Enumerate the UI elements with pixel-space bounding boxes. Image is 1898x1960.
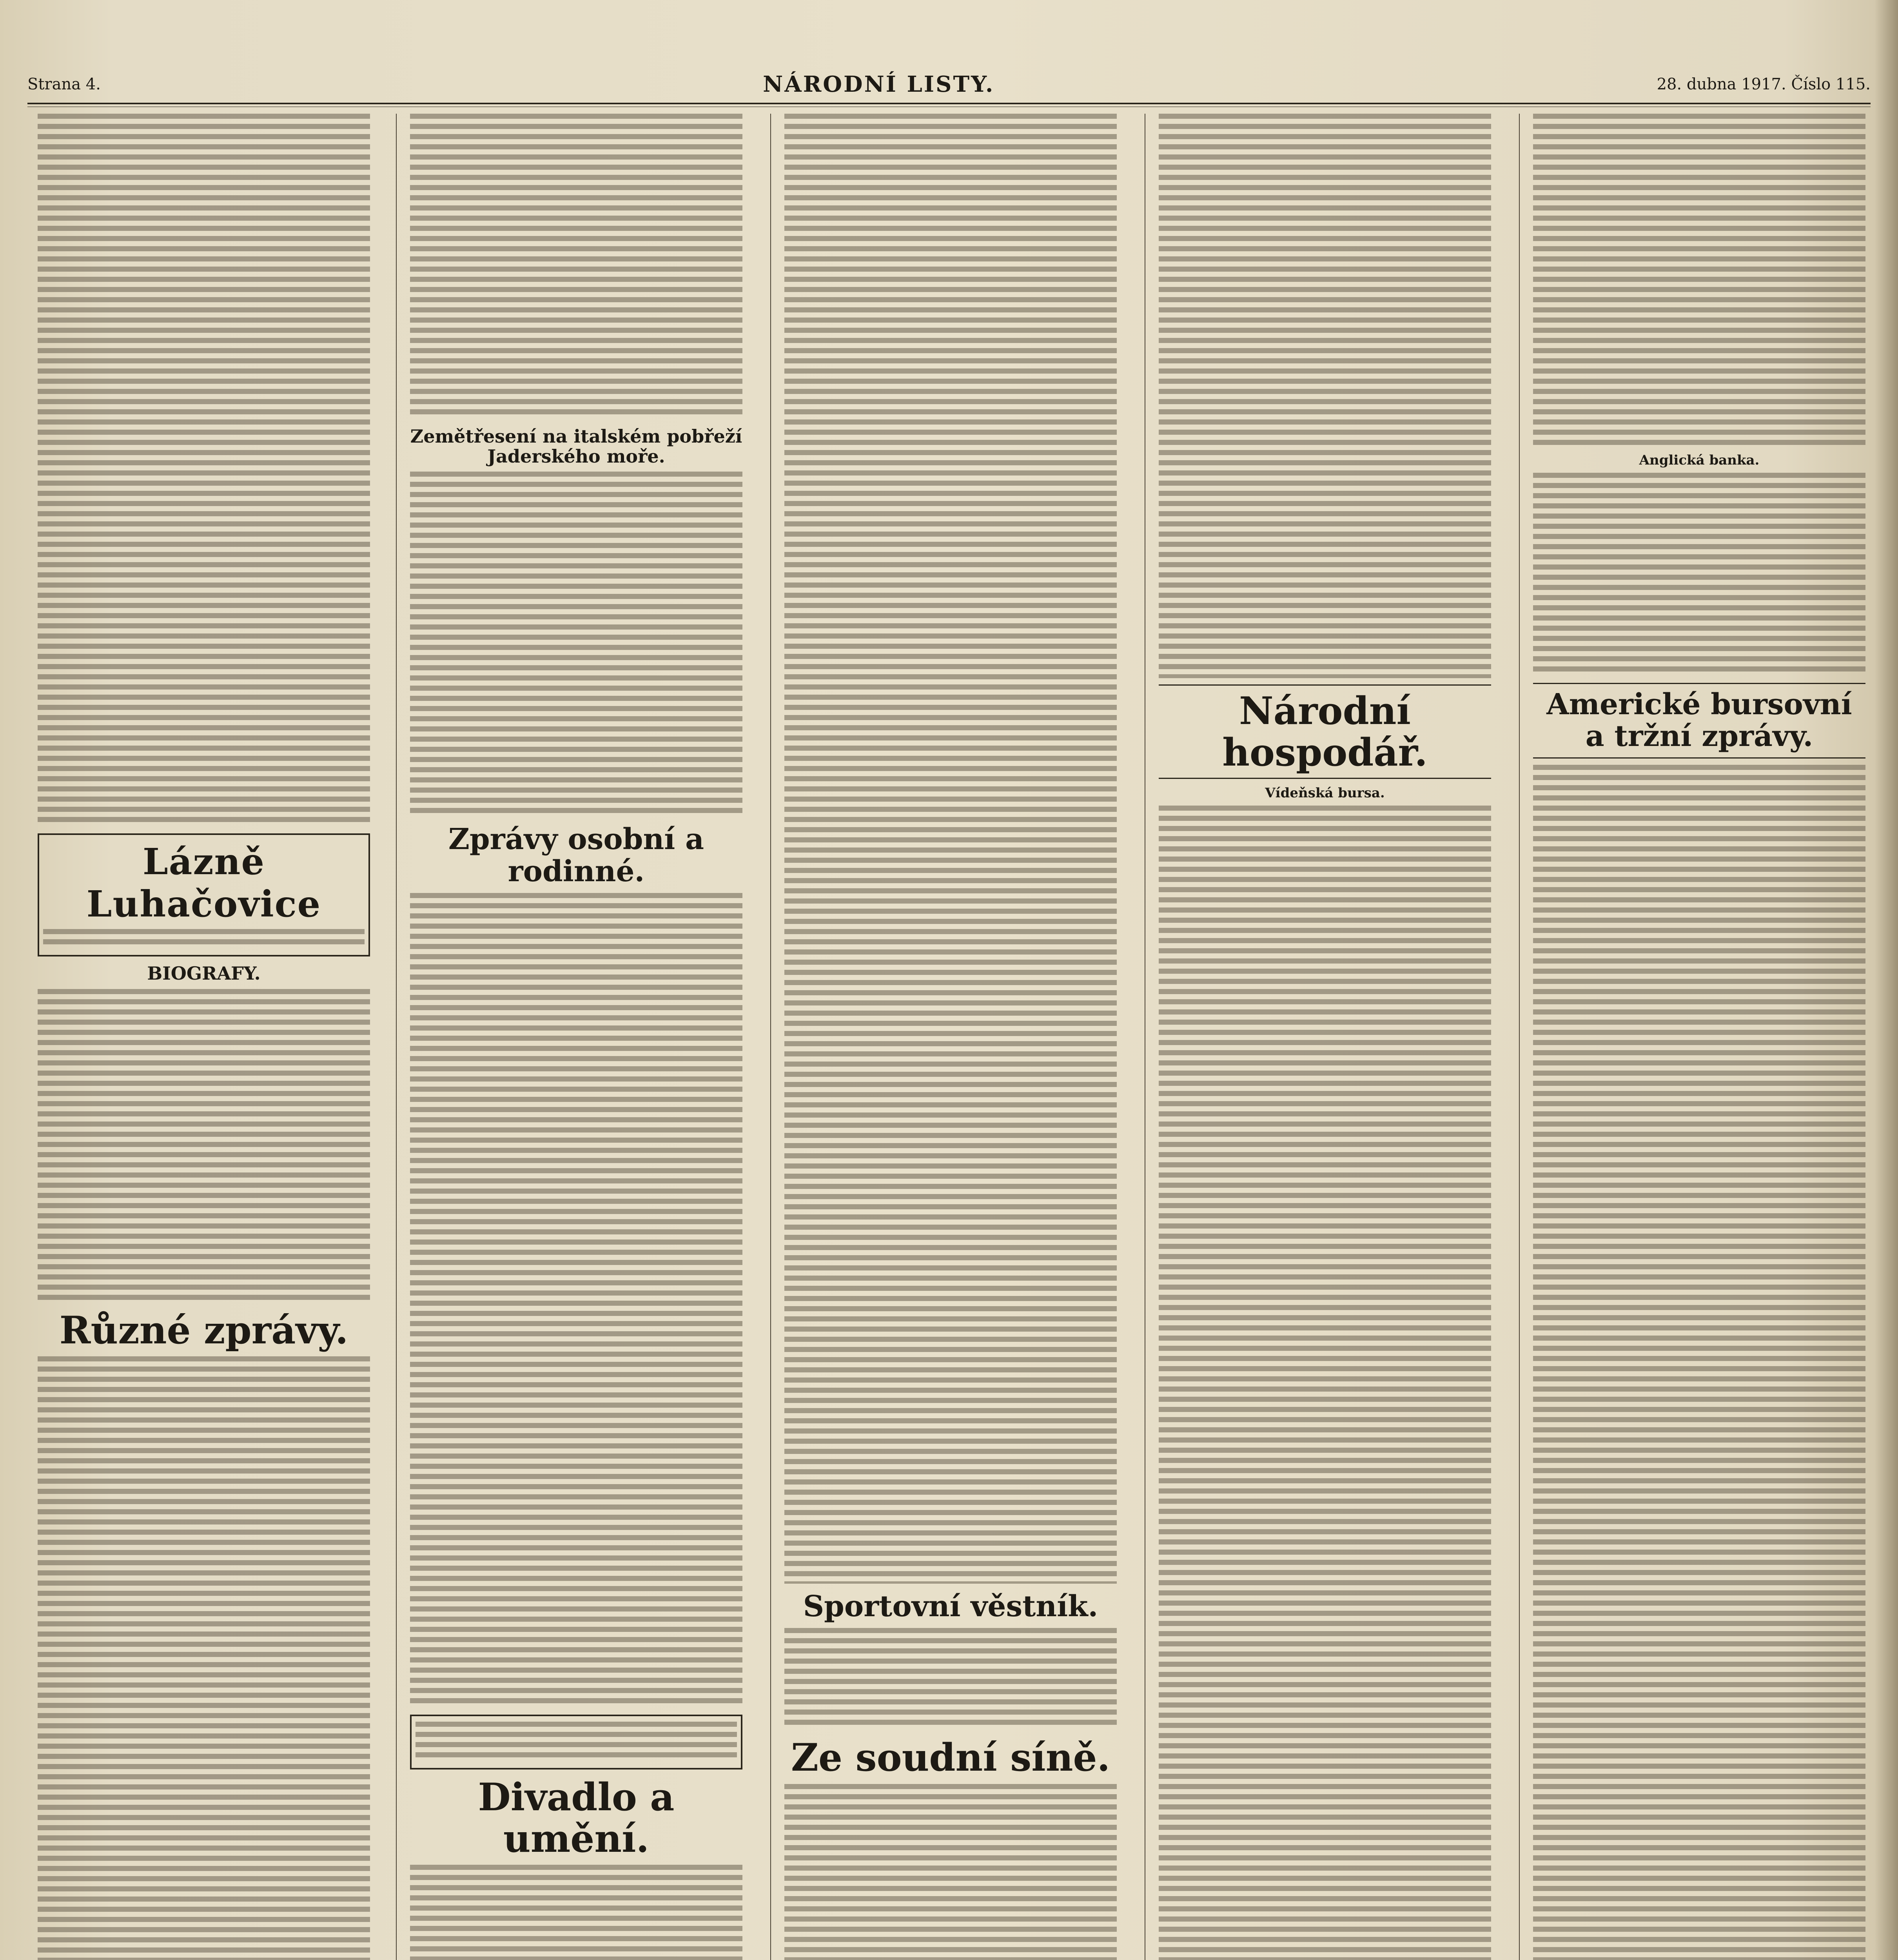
article-body [38,1356,370,1960]
running-header [27,71,1871,98]
article-body [1533,114,1865,447]
page-number: Strana 4. [27,75,101,93]
heading-divadlo: Divadlo a umění. [478,1775,675,1861]
heading-ruzne-zpravy: Různé zprávy. [59,1308,348,1352]
article-body [38,989,370,1303]
heading-videnska-bursa: Vídeňská bursa. [1265,785,1385,801]
article-body [1533,473,1865,677]
heading-anglicka-banka: Anglická banka. [1639,452,1760,468]
page-edge-shadow [1874,0,1898,1960]
header-rule [27,103,1871,104]
newspaper-title: NÁRODNÍ LISTY. [763,71,995,97]
article-body [784,1628,1117,1730]
article-body [1159,114,1491,678]
article-body [1533,765,1865,1960]
column-divider [770,114,771,1960]
heading-americke-bursovni: Americké bursovní a tržní zprávy. [1533,683,1865,759]
heading-zpravy-osobni: Zprávy osobní a rodinné. [448,822,704,888]
heading-biografy: BIOGRAFY. [147,963,261,984]
advertisement-lazne: Lázně Luhačovice [38,833,370,956]
column-3 [774,114,1127,1960]
column-5 [1523,114,1876,1960]
column-2 [400,114,753,1960]
issue-date: 28. dubna 1917. Číslo 115. [1657,75,1871,93]
advertisement-box [410,1715,742,1769]
article-body [38,114,370,827]
column-1 [27,114,380,1960]
heading-narodni-hospodar: Národní hospodář. [1159,684,1491,779]
article-body [784,114,1117,1584]
column-divider [1519,114,1520,1960]
article-body [410,1865,742,1960]
heading-sportovni: Sportovní věstník. [803,1590,1098,1623]
article-body [784,1784,1117,1960]
heading-zemetreseni: Zemětřesení na italském pobřeží Jaderského moře. [410,426,742,467]
column-4 [1149,114,1501,1960]
article-body [410,893,742,1708]
column-divider [396,114,397,1960]
article-body [410,114,742,419]
article-body [1159,806,1491,1960]
heading-ze-soudni: Ze soudní síně. [791,1735,1110,1780]
article-body [410,472,742,817]
